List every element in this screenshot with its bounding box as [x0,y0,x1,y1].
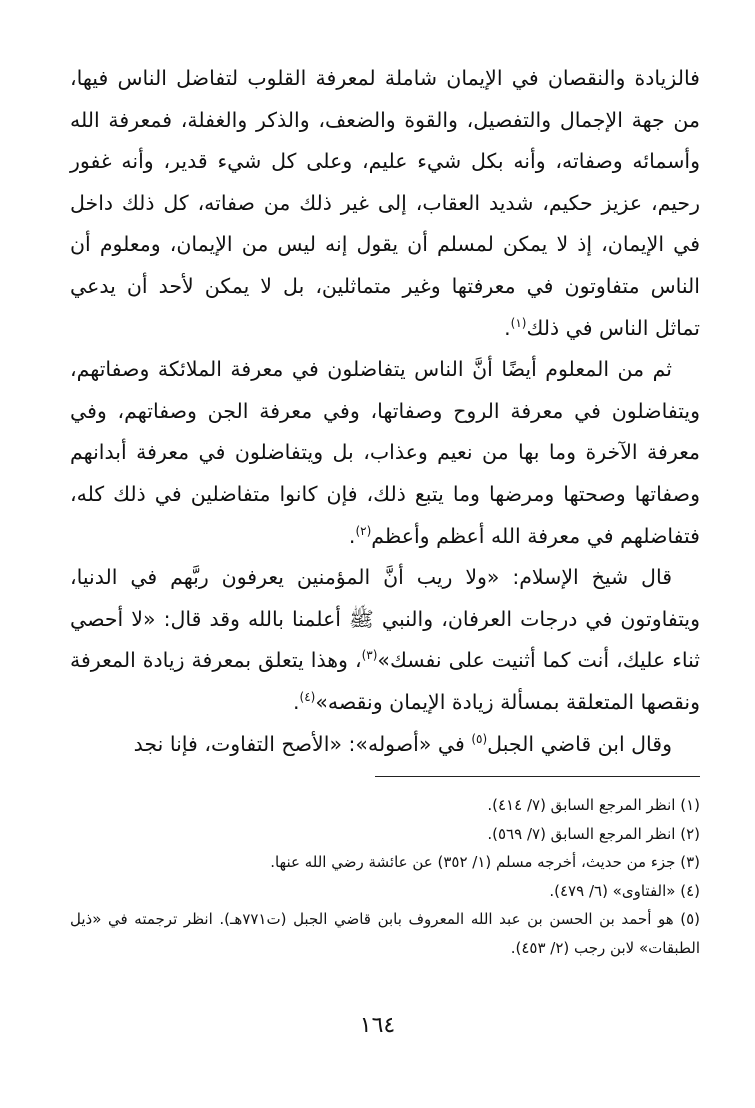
footnote-5: (٥) هو أحمد بن الحسن بن عبد الله المعروف بابن قاضي الجبل (ت٧٧١هـ). انظر ترجمته في «ذيل الطبقات» لابن رجب (٢/ ٤٥٣). [70,910,701,957]
footnote-ref-4: (٤) [299,690,316,705]
footnote-ref-1: (١) [510,315,527,330]
paragraph-2-end: . [348,523,356,548]
paragraph-3 [70,557,700,723]
footnote-4: (٤) «الفتاوى» (٦/ ٤٧٩). [549,881,700,900]
main-text [70,58,700,765]
footnote-2: (٢) انظر المرجع السابق (٧/ ٥٦٩). [487,824,700,843]
footnote-ref-3: (٣) [361,648,378,663]
footnote-divider [375,776,700,777]
paragraph-1 [70,58,700,349]
paragraph-1-end: . [504,315,511,340]
page-number: ١٦٤ [359,1013,396,1038]
paragraph-2-text: ثم من المعلوم أيضًا أنَّ الناس يتفاضلون في معرفة الملائكة وصفاتهم، ويتفاضلون في معرفة الروح وصفاتها، وفي معرفة الجن وصفاتهم، وفي معرفة الآخرة وما بها من نعيم وعذاب، بل ويتفاضلون في معرفة أبدانهم وصفاتها وصحتها ومرضها وما يتبع ذلك، فإن كانوا متفاضلين في ذلك كله، فتفاضلهم في معرفة الله أعظم وأعظم [70,357,700,548]
paragraph-2 [70,349,700,557]
paragraph-4-text: وقال ابن قاضي الجبل [487,731,672,756]
paragraph-3-mid: ، وهذا يتعلق بمعرفة زيادة المعرفة ونقصها المتعلقة بمسألة زيادة الإيمان ونقصه» [70,648,700,714]
paragraph-3-text: قال شيخ الإسلام: «ولا ريب أنَّ المؤمنين يعرفون ربَّهم في الدنيا، ويتفاوتون في درجات العرفان، والنبي ﷺ أعلمنا بالله وقد قال: «لا أحصي ثناء عليك، أنت كما أثنيت على نفسك» [70,565,700,673]
footnote-ref-2: (٢) [355,523,372,538]
footnote-3: (٣) جزء من حديث، أخرجه مسلم (١/ ٣٥٢) عن عائشة رضي الله عنها. [270,853,700,871]
paragraph-1-text: فالزيادة والنقصان في الإيمان شاملة لمعرفة القلوب لتفاضل الناس فيها، من جهة الإجمال والتفصيل، والقوة والضعف، والذكر والغفلة، فمعرفة الله وأسمائه وصفاته، وأنه بكل شيء عليم، وعلى كل شيء قدير، وأنه غفور رحيم، عزيز حكيم، شديد العقاب، إلى غير ذلك من صفاته، كل ذلك داخل في الإيمان، إذ لا يمكن لمسلم أن يقول إنه ليس من الإيمان، ومعلوم أن الناس متفاوتون في معرفتها وغير متماثلين، بل لا يمكن لأحد أن يدعي تماثل الناس في ذلك [70,66,700,340]
paragraph-4 [70,724,700,766]
paragraph-3-end: . [293,689,300,714]
footnote-ref-5: (٥) [471,731,488,746]
footnotes [70,791,700,962]
footnote-1: (١) انظر المرجع السابق (٧/ ٤١٤). [487,796,700,814]
paragraph-4-end: في «أصوله»: «الأصح التفاوت، فإنا نجد [133,731,472,756]
